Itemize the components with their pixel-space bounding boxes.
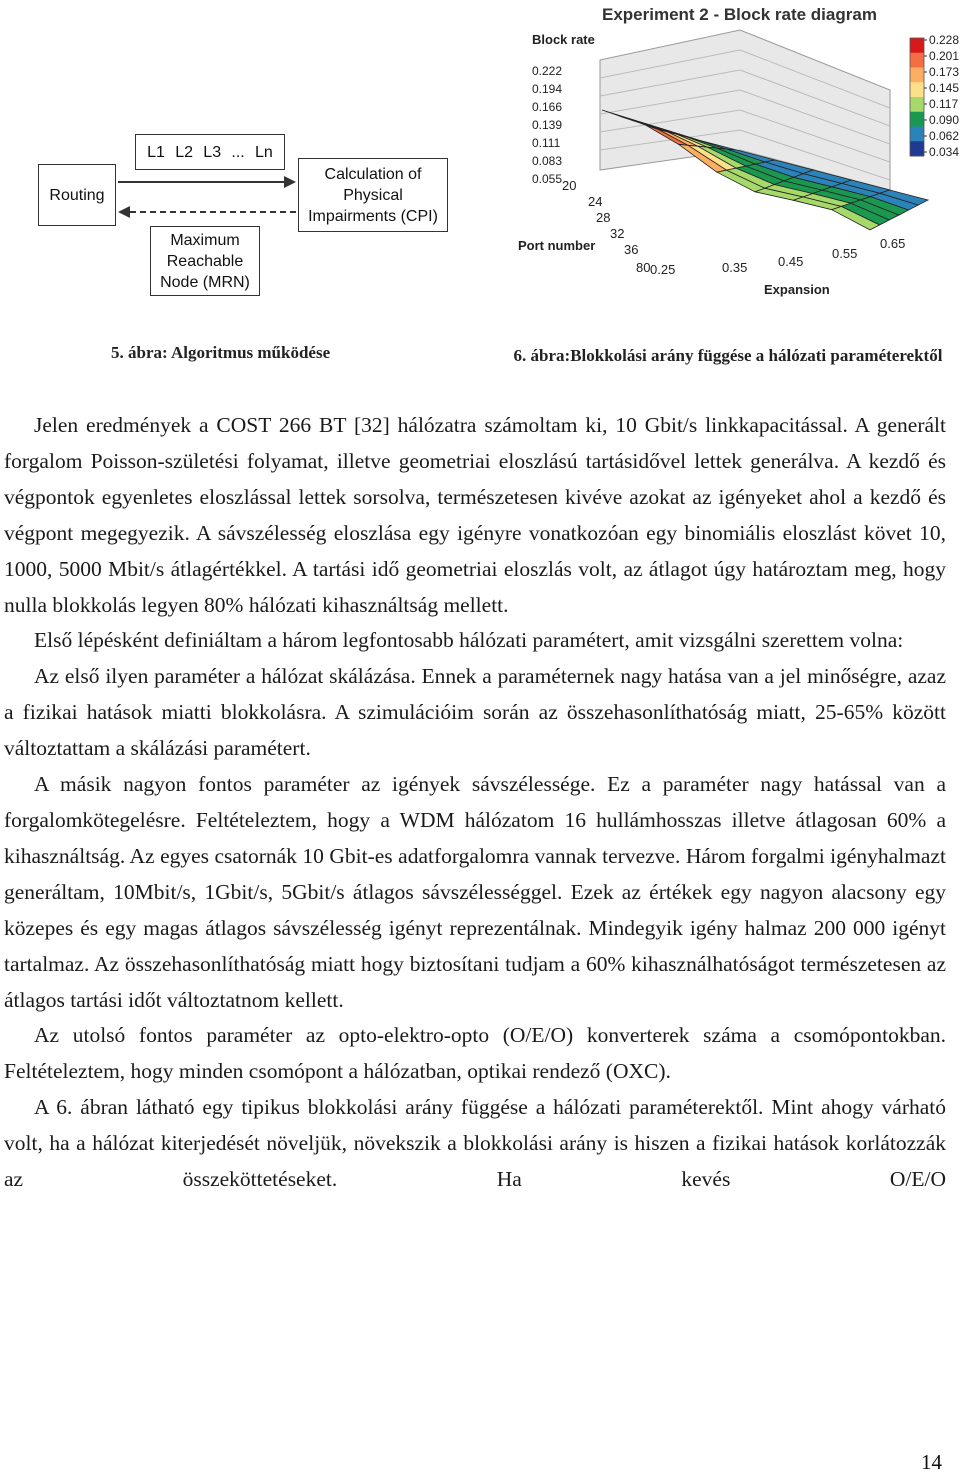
body-text <box>4 408 946 1198</box>
x-tick-label: 20 <box>562 178 577 193</box>
colorbar-tick-label: 0.228 <box>929 33 960 47</box>
figure-5-algorithm-diagram <box>0 0 480 310</box>
lines-box <box>135 134 285 170</box>
y-tick-label: 0.45 <box>778 254 804 269</box>
cpi-label: Calculation of Physical Impairments (CPI) <box>308 165 438 225</box>
colorbar-tick-label: 0.145 <box>929 81 960 95</box>
z-tick-label: 0.222 <box>532 64 563 78</box>
cpi-box <box>298 158 448 232</box>
cpi-to-routing-arrow <box>130 211 296 213</box>
colorbar-tick-label: 0.090 <box>929 113 960 127</box>
x-tick-label: 24 <box>588 194 603 209</box>
y-tick-label: 0.25 <box>650 262 676 277</box>
paragraph: Jelen eredmények a COST 266 BT [32] hálózatra számoltam ki, 10 Gbit/s linkkapacitással. A generált forgalom Poisson-születési folyamat, illetve geometriai eloszlású tartásidővel lettek generálva. A kezdő és végpontok egyenletes eloszlással lettek sorsolva, természetesen kivéve azokat az igényeket ahol a kezdő és végpont megegyezik. A sávszélesség eloszlása egy igényre vonatkozóan egy binomiális eloszlást követ 10, 1000, 5000 Mbit/s átlagértékkel. A tartási idő geometriai eloszlás volt, az átlagot úgy határoztam meg, hogy nulla blokkolás legyen 80% hálózati kihasználtság mellett. <box>4 413 946 617</box>
routing-box <box>38 164 116 226</box>
z-tick-label: 0.139 <box>532 118 563 132</box>
x-tick-label: 32 <box>610 226 625 241</box>
line-label: L1 <box>147 143 165 161</box>
colorbar-tick-label: 0.201 <box>929 49 960 63</box>
colorbar-tick-label: 0.117 <box>929 97 959 111</box>
x-tick-label: 80 <box>636 260 651 275</box>
colorbar-segment <box>910 127 924 142</box>
z-tick-label: 0.083 <box>532 154 563 168</box>
colorbar-segment <box>910 112 924 127</box>
figure-6-block-rate-chart <box>510 0 960 310</box>
page-number: 14 <box>921 1450 942 1474</box>
colorbar-segment <box>910 82 924 97</box>
routing-to-cpi-arrow <box>118 181 286 183</box>
routing-label: Routing <box>49 186 105 204</box>
z-tick-label: 0.111 <box>532 136 561 150</box>
figure-5-caption: 5. ábra: Algoritmus működése <box>111 343 331 362</box>
colorbar-segment <box>910 141 924 156</box>
line-label: L2 <box>175 143 194 161</box>
colorbar-segment <box>910 53 924 68</box>
colorbar-tick-label: 0.034 <box>929 145 960 159</box>
colorbar-tick-label: 0.062 <box>929 129 960 143</box>
line-label: ... <box>231 143 245 161</box>
paragraph: Az utolsó fontos paraméter az opto-elektro-opto (O/E/O) konverterek száma a csomópontokban. Feltételeztem, hogy minden csomópont a hálózatban, optikai rendező (OXC). <box>4 1023 946 1084</box>
y-tick-label: 0.65 <box>880 236 906 251</box>
paragraph: A 6. ábran látható egy tipikus blokkolási arány függése a hálózati paraméterektől. Mint ahogy várható volt, ha a hálózat kiterjedését növeljük, növekszik a blokkolási arány is hiszen a fizikai hatások korlátozzák az összeköttetéseket. Ha kevés O/E/O <box>4 1095 946 1192</box>
z-tick-label: 0.166 <box>532 100 563 114</box>
mrn-box <box>150 226 260 296</box>
y-tick-label: 0.55 <box>832 246 858 261</box>
x-tick-label: 36 <box>624 242 639 257</box>
y-tick-label: 0.35 <box>722 260 748 275</box>
chart-title: Experiment 2 - Block rate diagram <box>602 5 877 24</box>
paragraph: Első lépésként definiáltam a három legfontosabb hálózati paramétert, amit vizsgálni szerettem volna: <box>34 628 904 653</box>
block-rate-surface-chart <box>510 0 960 310</box>
arrowhead-icon <box>284 176 296 188</box>
colorbar-segment <box>910 97 924 112</box>
mrn-label: Maximum Reachable Node (MRN) <box>160 231 250 291</box>
z-tick-label: 0.194 <box>532 82 563 96</box>
z-tick-label: 0.055 <box>532 172 563 186</box>
paragraph: Az első ilyen paraméter a hálózat skálázása. Ennek a paraméternek nagy hatása van a jel minőségre, azaz a fizikai hatások miatti blokkolásra. A szimulációim során az összehasonlíthatóság miatt, 25-65% között változtattam a skálázási paramétert. <box>4 664 946 761</box>
line-label: Ln <box>255 143 273 161</box>
x-tick-label: 28 <box>596 210 611 225</box>
figure-6-caption: 6. ábra:Blokkolási arány függése a hálózati paraméterektől <box>513 346 943 365</box>
arrowhead-icon <box>118 206 130 218</box>
z-axis-label: Block rate <box>532 32 595 47</box>
line-label: L3 <box>203 143 222 161</box>
paragraph: A másik nagyon fontos paraméter az igények sávszélessége. Ez a paraméter nagy hatással van a forgalomkötegelésre. Feltételeztem, hogy a WDM hálózatom 16 hullámhosszas illetve átlagosan 60% a kihasználtság. Az egyes csatornák 10 Gbit-es adatforgalomra vannak tervezve. Három forgalmi igényhalmazt generáltam, 10Mbit/s, 1Gbit/s, 5Gbit/s átlagos sávszélességgel. Ezek az értékek egy nagyon alacsony egy közepes és egy magas átlagos sávszélesség igényt reprezentálnak. Mindegyik igény halmaz 200 000 igényt tartalmaz. Az összehasonlíthatóság miatt hogy biztosítani tudjam a 60% kihasználhatóságot természetesen az átlagos tartási időt változtatnom kellett. <box>4 772 946 1012</box>
y-axis-label: Expansion <box>764 282 830 297</box>
x-axis-label: Port number <box>518 238 596 253</box>
colorbar-tick-label: 0.173 <box>929 65 960 79</box>
colorbar-segment <box>910 38 924 53</box>
colorbar-segment <box>910 68 924 83</box>
